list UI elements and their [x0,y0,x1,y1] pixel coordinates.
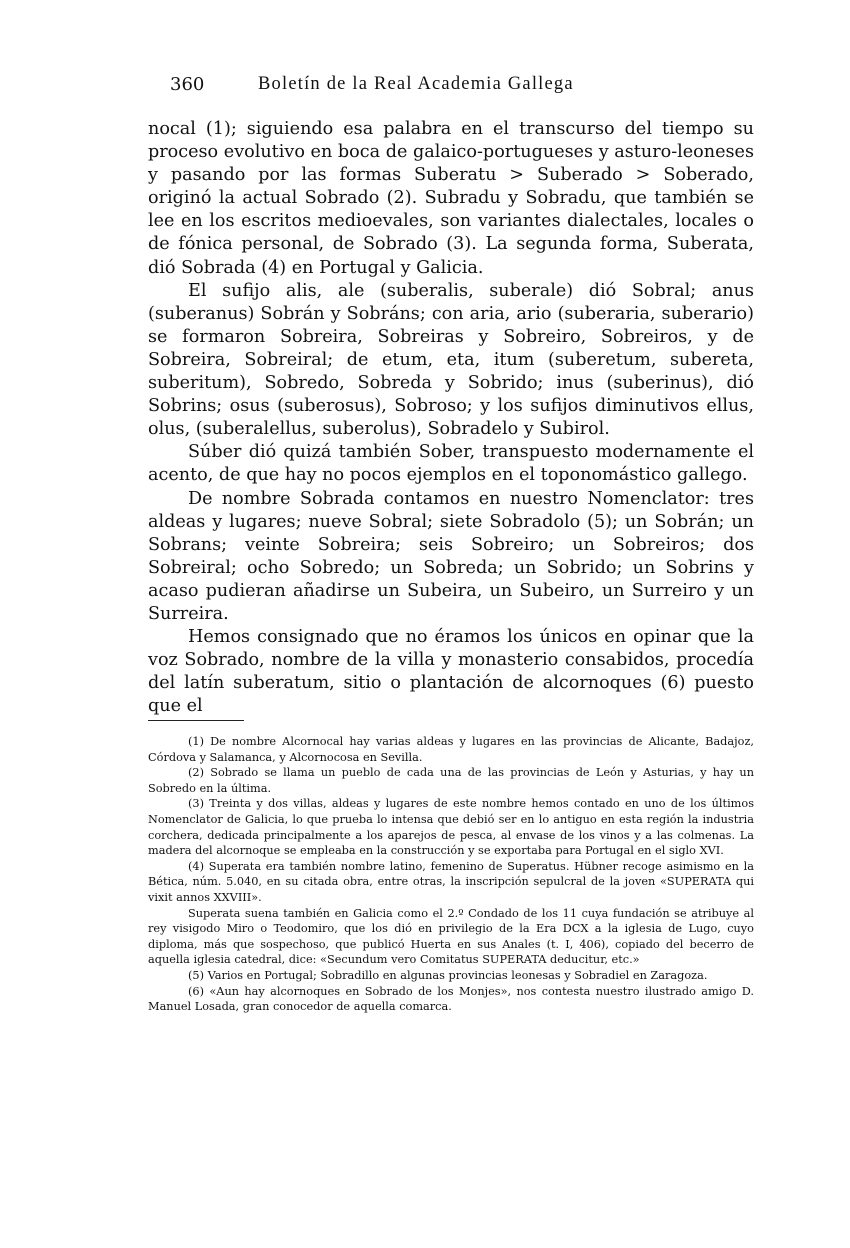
footnote: (3) Treinta y dos villas, aldeas y lugares de este nombre hemos contado en uno de los últimos Nomenclator de Galicia, lo que prueba lo intensa que debió ser en lo antiguo en esta región la industria corchera, dedicada principalmente a los aparejos de pesca, al envase de los vinos y a las colmenas. La madera del alcornoque se empleaba en la construcción y se exportaba para Portugal en el siglo XVI. [148,797,754,858]
body-paragraph: Hemos consignado que no éramos los únicos en opinar que la voz Sobrado, nombre de la villa y monasterio consabidos, procedía del latín suberatum, sitio o plantación de alcornoques (6) puesto que el [148,627,754,717]
body-paragraph: De nombre Sobrada contamos en nuestro Nomenclator: tres aldeas y lugares; nueve Sobral; siete Sobradolo (5); un Sobrán; un Sobrans; veinte Sobreira; seis Sobreiro; un Sobreiros; dos Sobreiral; ocho Sobredo; un Sobreda; un Sobrido; un Sobrins y acaso pudieran añadirse un Subeira, un Subeiro, un Surreiro y un Surreira. [148,488,754,624]
footnote-divider [148,720,244,721]
body-paragraph: El sufijo alis, ale (suberalis, suberale) dió Sobral; anus (suberanus) Sobrán y Sobráns; con aria, ario (suberaria, suberario) se formaron Sobreira, Sobreiras y Sobreiro, Sobreiros, y de Sobreira, Sobreiral; de etum, eta, itum (suberetum, subereta, suberitum), Sobredo, Sobreda y Sobrido; inus (suberinus), dió Sobrins; osus (suberosus), Sobroso; y los sufijos diminutivos ellus, olus, (suberalellus, suberolus), Sobradelo y Subirol. [148,280,754,440]
main-text [148,118,754,718]
page-number: 360 [170,74,205,95]
footnote: (2) Sobrado se llama un pueblo de cada una de las provincias de León y Asturias, y hay un Sobredo en la última. [148,766,754,795]
running-header [148,74,754,102]
footnote: (5) Varios en Portugal; Sobradillo en algunas provincias leonesas y Sobradiel en Zaragoza. [188,968,708,982]
footnote: (1) De nombre Alcornocal hay varias aldeas y lugares en las provincias de Alicante, Badajoz, Córdova y Salamanca, y Alcornocosa en Sevilla. [148,735,754,764]
footnote: (4) Superata era también nombre latino, femenino de Superatus. Hübner recoge asimismo en la Bética, núm. 5.040, en su citada obra, entre otras, la inscripción sepulcral de la joven «SUPERATA qui vixit annos XXVIII». [148,859,754,904]
body-paragraph: Súber dió quizá también Sober, transpuesto modernamente el acento, de que hay no pocos ejemplos en el toponomástico gallego. [148,442,754,486]
journal-title: Boletín de la Real Academia Gallega [258,74,574,94]
body-paragraph: nocal (1); siguiendo esa palabra en el transcurso del tiempo su proceso evolutivo en boca de galaico-portugueses y asturo-leoneses y pasando por las formas Suberatu > Suberado > Soberado, originó la actual Sobrado (2). Subradu y Sobradu, que también se lee en los escritos medioevales, son variantes dialectales, locales o de fónica personal, de Sobrado (3). La segunda forma, Suberata, dió Sobrada (4) en Portugal y Galicia. [148,119,754,278]
footnote: Superata suena también en Galicia como el 2.º Condado de los 11 cuya fundación se atribuye al rey visigodo Miro o Teodomiro, que los dió en privilegio de la Era DCX a la iglesia de Lugo, cuyo diploma, más que sospechoso, que publicó Huerta en sus Anales (t. I, 406), copiado del becerro de aquella iglesia catedral, dice: «Secundum vero Comitatus SUPERATA deducitur, etc.» [148,906,754,967]
footnote: (6) «Aun hay alcornoques en Sobrado de los Monjes», nos contesta nuestro ilustrado amigo D. Manuel Losada, gran conocedor de aquella comarca. [148,984,754,1014]
footnotes [148,734,754,1015]
